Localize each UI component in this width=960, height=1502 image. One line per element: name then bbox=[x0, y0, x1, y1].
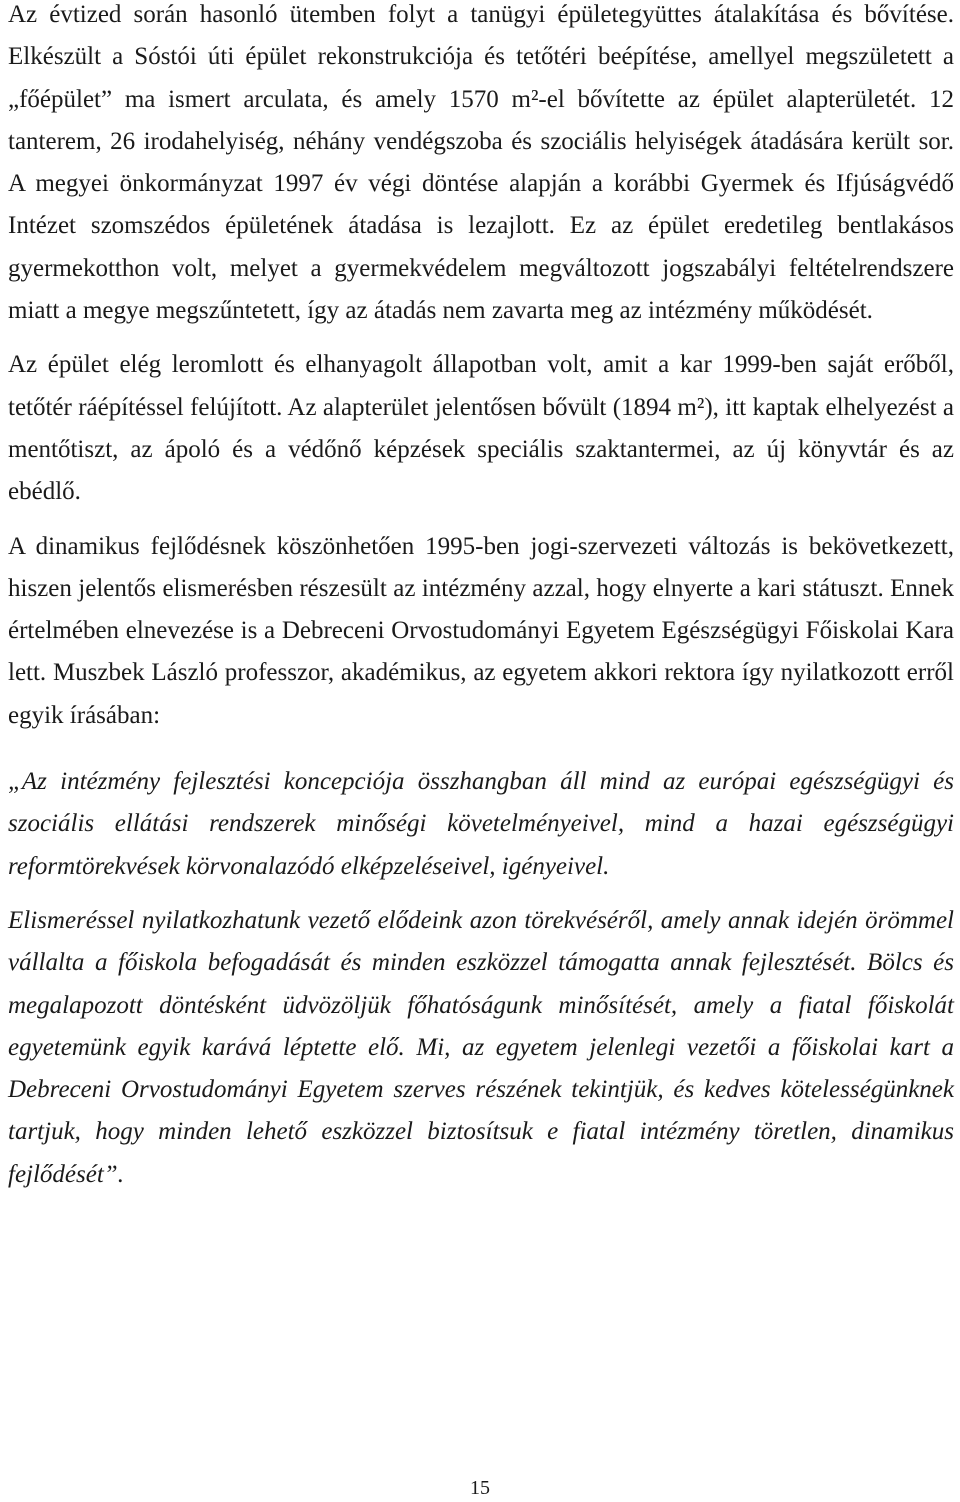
document-page bbox=[8, 0, 954, 1196]
body-paragraph: Az évtized során hasonló ütemben folyt a tanügyi épületegyüttes átalakítása és bővítése. Elkészült a Sóstói úti épület rekonstrukciója és tetőtéri beépítése, amellyel megszületett a „főépület” ma ismert arculata, és amely 1570 m²-el bővítette az épület alapterületét. 12 tanterem, 26 irodahelyiség, néhány vendégszoba és szociális helyiségek átadására került sor. A megyei önkormányzat 1997 év végi döntése alapján a korábbi Gyermek és Ifjúságvédő Intézet szomszédos épületének átadása is lezajlott. Ez az épület eredetileg bentlakásos gyermekotthon volt, melyet a gyermekvédelem megváltozott jogszabályi feltételrendszere miatt a megye megszűntetett, így az átadás nem zavarta meg az intézmény működését. bbox=[8, 1, 954, 325]
body-paragraph: A dinamikus fejlődésnek köszönhetően 1995-ben jogi-szervezeti változás is bekövetkezett, hiszen jelentős elismerésben részesült az intézmény azzal, hogy elnyerte a kari státuszt. Ennek értelmében elnevezése is a Debreceni Orvostudományi Egyetem Egészségügyi Főiskolai Kara lett. Muszbek László professzor, akadémikus, az egyetem akkori rektora így nyilatkozott erről egyik írásában: bbox=[8, 532, 954, 729]
page-number: 15 bbox=[470, 1477, 490, 1499]
quote-paragraph: Elismeréssel nyilatkozhatunk vezető elődeink azon törekvéséről, amely annak idején örömmel vállalta a főiskola befogadását és minden eszközzel támogatta annak fejlesztését. Bölcs és megalapozott döntésként üdvözöljük főhatóságunk minősítését, amely a fiatal főiskolát egyetemünk egyik karává léptette elő. Mi, az egyetem jelenlegi vezetői a főiskolai kart a Debreceni Orvostudományi Egyetem szerves részének tekintjük, és kedves kötelességünknek tartjuk, hogy minden lehető eszközzel biztosítsuk e fiatal intézmény töretlen, dinamikus fejlődését”. bbox=[8, 906, 954, 1188]
body-paragraph: Az épület elég leromlott és elhanyagolt állapotban volt, amit a kar 1999-ben saját erőből, tetőtér ráépítéssel felújított. Az alapterület jelentősen bővült (1894 m²), itt kaptak elhelyezést a mentőtiszt, az ápoló és a védőnő képzések speciális szaktantermei, az új könyvtár és az ebédlő. bbox=[8, 351, 954, 506]
quote-paragraph: „Az intézmény fejlesztési koncepciója összhangban áll mind az európai egészségügyi és szociális ellátási rendszerek minőségi követelményeivel, mind a hazai egészségügyi reformtörekvések körvonalazódó elképzeléseivel, igényeivel. bbox=[8, 768, 954, 880]
